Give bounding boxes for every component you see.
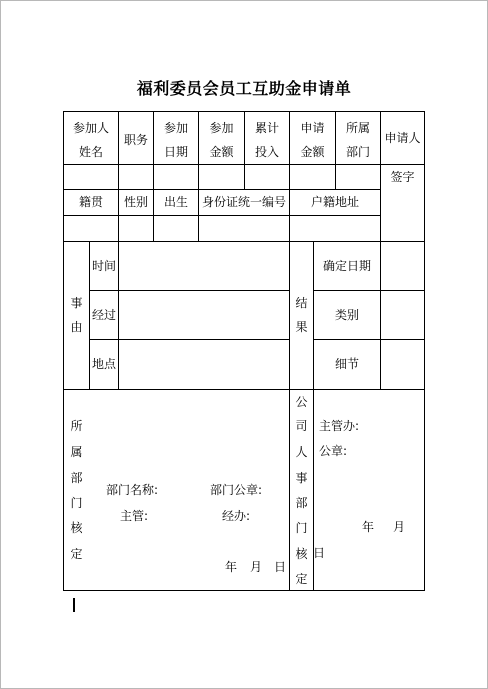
header-join-date-line1: 参加 [163, 121, 188, 135]
label-hr-supervisor-office: 主管办: [319, 419, 360, 433]
label-hr-review-1: 公 [295, 395, 308, 409]
header-join-amount-line2: 金额 [209, 145, 234, 159]
header-join-date-line2: 日期 [163, 145, 188, 159]
label-dept-handler: 经办: [222, 509, 251, 523]
label-dept-month: 月 [250, 560, 263, 574]
label-detail: 细节 [334, 357, 359, 371]
label-dept-seal: 部门公章: [210, 483, 263, 497]
label-hr-review-6: 门 [295, 521, 308, 535]
label-native-place: 籍贯 [78, 195, 103, 209]
header-cumulative-line2: 投入 [254, 145, 279, 159]
label-dept-review-5: 核 [70, 521, 83, 535]
label-hr-review-7: 核 [295, 547, 308, 561]
label-dept-review-1: 所 [70, 419, 83, 433]
header-join-amount-line1: 参加 [209, 121, 234, 135]
label-time: 时间 [92, 259, 117, 273]
label-process: 经过 [92, 308, 117, 322]
header-apply-amount-line1: 申请 [300, 121, 325, 135]
label-dept-review-6: 定 [70, 547, 83, 561]
label-dept-day: 日 [274, 560, 287, 574]
label-hr-review-4: 事 [295, 471, 308, 485]
label-birth: 出生 [163, 195, 188, 209]
label-household-address: 户籍地址 [310, 195, 359, 209]
label-event-1: 事 [70, 296, 83, 310]
label-result-1: 结 [295, 296, 308, 310]
label-confirm-date: 确定日期 [322, 259, 371, 273]
label-dept-review-4: 门 [70, 496, 83, 510]
label-hr-seal: 公章: [319, 444, 348, 458]
header-dept-line2: 部门 [345, 145, 370, 159]
header-applicant: 申请人 [384, 131, 421, 145]
label-place: 地点 [92, 357, 117, 371]
header-position: 职务 [123, 133, 148, 147]
label-gender: 性别 [123, 195, 148, 209]
label-dept-supervisor: 主管: [120, 509, 149, 523]
label-dept-review-3: 部 [70, 471, 83, 485]
label-result-2: 果 [295, 320, 308, 334]
label-hr-review-5: 部 [295, 496, 308, 510]
header-name-line1: 参加人 [72, 121, 109, 135]
label-event-2: 由 [70, 320, 83, 334]
header-dept-line1: 所属 [345, 121, 370, 135]
header-signature: 签字 [390, 170, 415, 184]
label-dept-review-2: 属 [70, 445, 83, 459]
header-name-line2: 姓名 [78, 145, 103, 159]
form-title: 福利委员会员工互助金申请单 [136, 79, 352, 98]
label-hr-review-2: 司 [295, 419, 308, 433]
label-category: 类别 [334, 308, 359, 322]
label-dept-name: 部门名称: [106, 483, 159, 497]
label-hr-review-3: 人 [295, 445, 308, 459]
label-dept-year: 年 [225, 560, 238, 574]
text-cursor[interactable] [73, 598, 75, 612]
label-hr-review-8: 定 [295, 572, 308, 586]
header-cumulative-line1: 累计 [254, 121, 279, 135]
label-hr-year: 年 [362, 520, 375, 534]
header-apply-amount-line2: 金额 [300, 145, 325, 159]
label-id-number: 身份证统一编号 [201, 195, 286, 209]
label-hr-day: 日 [313, 546, 326, 560]
label-hr-month: 月 [393, 520, 406, 534]
